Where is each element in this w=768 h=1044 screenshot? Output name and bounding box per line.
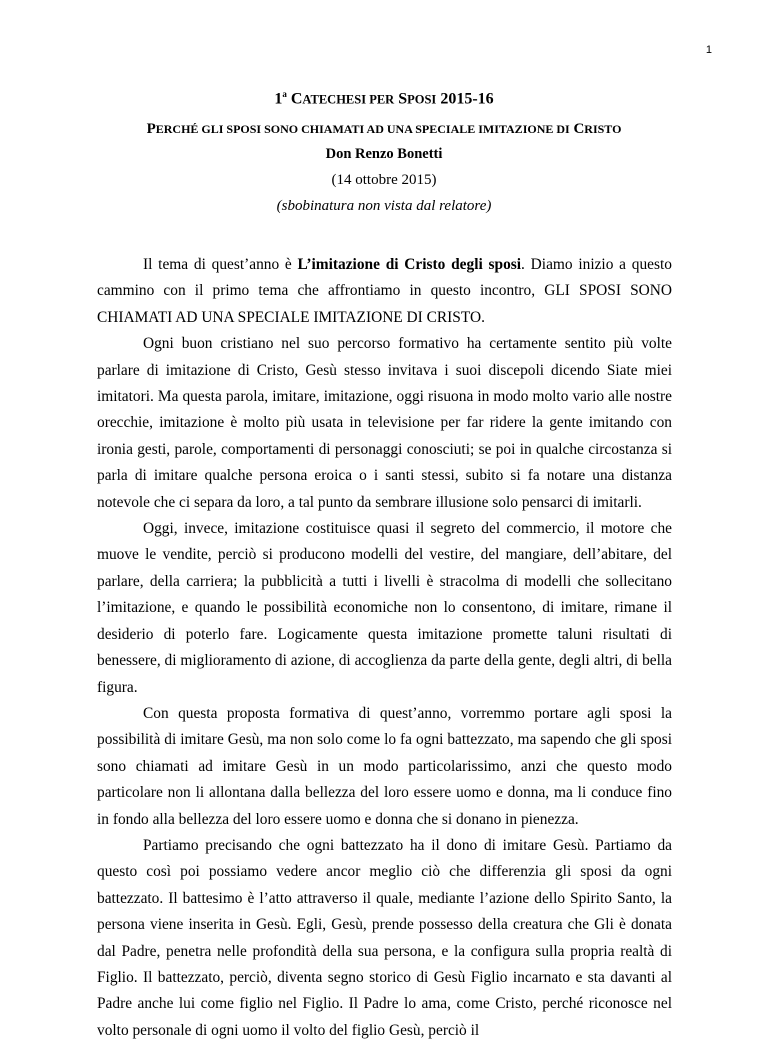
paragraph-2: Ogni buon cristiano nel suo percorso formativo ha certamente sentito più volte parlare di imitazione di Cristo, Gesù stesso invitava i suoi discepoli dicendo Siate miei imitatori. Ma questa parola, imitare, imitazione, oggi risuona in modo molto vario alle nostre orecchie, imitazione è molto più usata in televisione per far ridere la gente imitando con ironia gesti, parole, comportamenti di personaggi conosciuti; se poi in qualche circostanza si parla di imitare qualche persona eroica o i santi stessi, subito si fa notare una distanza notevole che ci separa da loro, a tal punto da sembrare illusione solo pensarci di imitarli.	[97, 335, 672, 511]
subtitle-cap-c: C	[573, 121, 585, 138]
date: (14 ottobre 2015)	[331, 172, 437, 189]
subtitle-cap-p: P	[146, 121, 156, 138]
title-year: 2015-16	[440, 90, 494, 108]
title-catechesi-per: ATECHESI PER	[302, 92, 395, 107]
document-header	[0, 84, 768, 215]
title-cap-c: C	[290, 90, 303, 108]
subtitle-risto: RISTO	[584, 122, 622, 137]
body-text	[97, 252, 672, 1044]
transcription-note: (sbobinatura non vista dal relatore)	[276, 198, 492, 215]
title-sposi: POSI	[407, 92, 437, 107]
author: Don Renzo Bonetti	[325, 146, 443, 163]
paragraph-1	[97, 252, 672, 331]
paragraph-1-bold: L’imitazione di Cristo degli sposi	[297, 256, 522, 273]
paragraph-4: Con questa proposta formativa di quest’anno, vorremmo portare agli sposi la possibilità di imitare Gesù, ma non solo come lo fa ogni battezzato, ma sapendo che gli sposi sono chiamati ad imitare Gesù in un modo particolarissimo, anzi che questo modo particolare non li allontana dalla bellezza del loro essere uomo e donna, ma li conduce fino in fondo alla bellezza del loro essere uomo e donna che si donano in pienezza.	[97, 704, 672, 828]
title-number: 1	[274, 90, 283, 108]
subtitle-text: ERCHÉ GLI SPOSI SONO CHIAMATI AD UNA SPECIALE IMITAZIONE DI	[155, 122, 570, 137]
title-ordinal: a	[282, 89, 287, 99]
paragraph-5: Partiamo precisando che ogni battezzato ha il dono di imitare Gesù. Partiamo da questo così poi possiamo vedere ancor meglio ciò che differenzia gli sposi da ogni battezzato. Il battesimo è l’atto attraverso il quale, mediante l’azione dello Spirito Santo, la persona viene inserita in Gesù. Egli, Gesù, prende possesso della creatura che Gli è donata dal Padre, penetra nelle profondità della sua persona, e la configura sulla propria realtà di Figlio. Il battezzato, perciò, diventa segno storico di Gesù Figlio incarnato e sta davanti al Padre anche lui come figlio nel Figlio. Il Padre lo ama, come Cristo, perché riconosce nel volto personale di ogni uomo il volto del figlio Gesù, perciò il	[97, 836, 672, 1039]
page-number: 1	[705, 44, 712, 56]
document-title	[0, 84, 768, 109]
title-cap-s: S	[398, 90, 408, 108]
paragraph-1-start: Il tema di quest’anno è	[143, 256, 298, 273]
paragraph-3: Oggi, invece, imitazione costituisce quasi il segreto del commercio, il motore che muove le vendite, perciò si producono modelli del vestire, del mangiare, dell’abitare, del parlare, della carriera; la pubblicità a tutti i livelli è stracolma di modelli che sollecitano l’imitazione, e quando le possibilità economiche non lo consentono, di imitare, rimane il desiderio di poterlo fare. Logicamente questa imitazione promette taluni risultati di benessere, di miglioramento di azione, di accoglienza da parte della gente, degli altri, di bella figura.	[97, 520, 672, 696]
paragraph-1-end: . Diamo inizio a questo cammino con il primo tema che affrontiamo in questo incontro, GLI SPOSI SONO CHIAMATI AD UNA SPECIALE IMITAZIONE DI CRISTO.	[97, 256, 672, 326]
document-subtitle	[0, 119, 768, 139]
